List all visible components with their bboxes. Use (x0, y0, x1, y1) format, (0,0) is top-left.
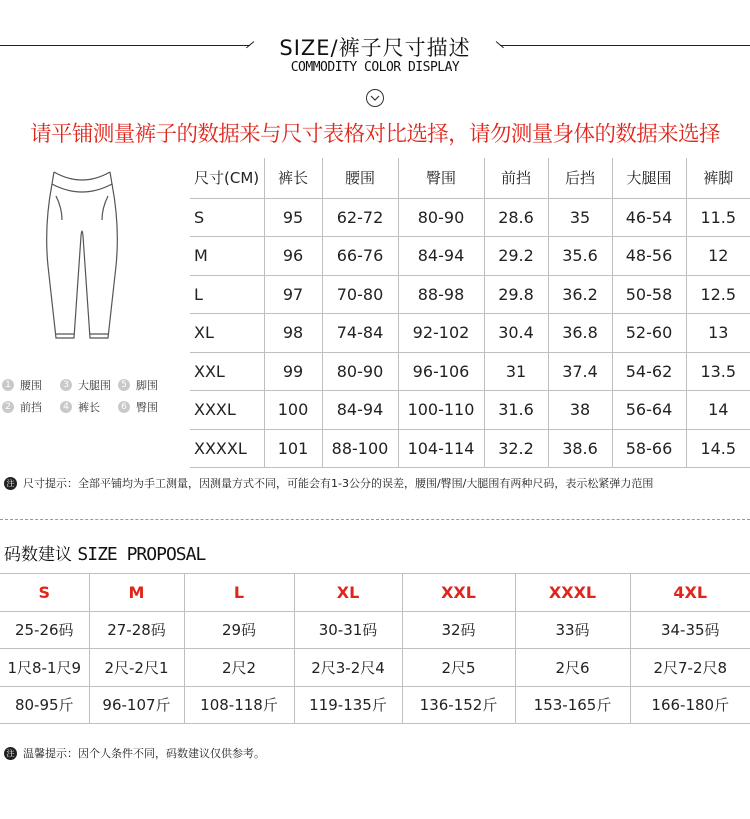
table-cell: 2尺-2尺1 (89, 649, 184, 687)
header-cell: L (184, 574, 294, 612)
header-cell: S (0, 574, 89, 612)
table-cell: 36.8 (548, 314, 612, 353)
table-cell: 136-152斤 (402, 686, 515, 724)
table-cell: 96-107斤 (89, 686, 184, 724)
table-cell: 92-102 (398, 314, 484, 353)
table-cell: 29.8 (484, 275, 548, 314)
table-cell: 33码 (515, 611, 630, 649)
table-cell: 31 (484, 352, 548, 391)
table-cell: 74-84 (322, 314, 398, 353)
measure-notice: 请平铺测量裤子的数据来与尺寸表格对比选择，请勿测量身体的数据来选择 (30, 122, 720, 147)
measure-legend (2, 374, 176, 418)
table-cell: 96-106 (398, 352, 484, 391)
table-cell: 46-54 (612, 198, 686, 237)
table-cell: 32.2 (484, 429, 548, 468)
table-cell: 58-66 (612, 429, 686, 468)
table-cell: S (190, 198, 264, 237)
header-cell: XXL (402, 574, 515, 612)
table-cell: XL (190, 314, 264, 353)
table-cell: 11.5 (686, 198, 750, 237)
size-tip (4, 475, 653, 491)
table-cell: 35 (548, 198, 612, 237)
table-cell: 96 (264, 237, 322, 276)
table-cell: 30-31码 (294, 611, 402, 649)
table-cell: 80-90 (398, 198, 484, 237)
page-title: SIZE/裤子尺寸描述 (279, 36, 471, 60)
header-cell: M (89, 574, 184, 612)
legend-number: 2 (2, 401, 14, 413)
table-cell: 13 (686, 314, 750, 353)
table-row (190, 275, 750, 314)
table-cell: 34-35码 (630, 611, 750, 649)
header-cell: XXXL (515, 574, 630, 612)
header-cell: XL (294, 574, 402, 612)
size-table (190, 158, 750, 468)
legend-number: 6 (118, 401, 130, 413)
table-cell: 84-94 (322, 391, 398, 430)
header-cell: 4XL (630, 574, 750, 612)
table-cell: 62-72 (322, 198, 398, 237)
table-cell: 101 (264, 429, 322, 468)
table-cell: 80-95斤 (0, 686, 89, 724)
table-cell: M (190, 237, 264, 276)
table-cell: 108-118斤 (184, 686, 294, 724)
header-cell: 尺寸(CM) (190, 158, 264, 198)
table-cell: 99 (264, 352, 322, 391)
table-cell: 35.6 (548, 237, 612, 276)
table-cell: 27-28码 (89, 611, 184, 649)
table-cell: 1尺8-1尺9 (0, 649, 89, 687)
table-cell: 36.2 (548, 275, 612, 314)
section-divider (0, 519, 750, 520)
legend-label: 臀围 (136, 401, 158, 414)
table-cell: 32码 (402, 611, 515, 649)
table-cell: 12 (686, 237, 750, 276)
table-row (190, 352, 750, 391)
table-cell: 84-94 (398, 237, 484, 276)
table-cell: 48-56 (612, 237, 686, 276)
table-row (190, 198, 750, 237)
table-cell: 56-64 (612, 391, 686, 430)
header-cell: 裤长 (264, 158, 322, 198)
legend-label: 大腿围 (78, 379, 111, 392)
table-cell: 104-114 (398, 429, 484, 468)
table-cell: 52-60 (612, 314, 686, 353)
table-cell: 14.5 (686, 429, 750, 468)
table-row (190, 237, 750, 276)
legend-number: 4 (60, 401, 72, 413)
table-cell: 37.4 (548, 352, 612, 391)
table-cell: 29.2 (484, 237, 548, 276)
table-cell: 50-58 (612, 275, 686, 314)
table-header-row (0, 574, 750, 612)
section-title-en: SIZE PROPOSAL (77, 544, 206, 565)
table-cell: 98 (264, 314, 322, 353)
table-cell: 2尺7-2尺8 (630, 649, 750, 687)
table-cell: 25-26码 (0, 611, 89, 649)
legend-number: 3 (60, 379, 72, 391)
table-cell: 30.4 (484, 314, 548, 353)
table-cell: 2尺3-2尺4 (294, 649, 402, 687)
table-row (190, 391, 750, 430)
legend-label: 脚围 (136, 379, 158, 392)
table-cell: 66-76 (322, 237, 398, 276)
table-cell: 12.5 (686, 275, 750, 314)
chevron-down-icon (366, 89, 384, 107)
table-cell: 88-100 (322, 429, 398, 468)
section-title (4, 540, 205, 565)
table-cell: 29码 (184, 611, 294, 649)
table-cell: 100 (264, 391, 322, 430)
table-cell: 28.6 (484, 198, 548, 237)
table-cell: 166-180斤 (630, 686, 750, 724)
table-cell: 14 (686, 391, 750, 430)
legend-label: 前挡 (20, 401, 42, 414)
legend-label: 裤长 (78, 401, 100, 414)
table-row (190, 429, 750, 468)
table-cell: 119-135斤 (294, 686, 402, 724)
table-cell: 95 (264, 198, 322, 237)
section-title-cn: 码数建议 (4, 545, 72, 565)
header-cell: 裤脚 (686, 158, 750, 198)
table-cell: 2尺6 (515, 649, 630, 687)
table-cell: XXL (190, 352, 264, 391)
table-cell: 54-62 (612, 352, 686, 391)
note-icon: 注 (4, 477, 17, 490)
table-cell: 31.6 (484, 391, 548, 430)
table-cell: L (190, 275, 264, 314)
header-cell: 后挡 (548, 158, 612, 198)
note-icon: 注 (4, 747, 17, 760)
table-header-row (190, 158, 750, 198)
table-cell: 2尺5 (402, 649, 515, 687)
legend-number: 5 (118, 379, 130, 391)
reference-tip-text: 温馨提示：因个人条件不同，码数建议仅供参考。 (23, 747, 265, 760)
header-cell: 臀围 (398, 158, 484, 198)
table-cell: 100-110 (398, 391, 484, 430)
table-cell: 38 (548, 391, 612, 430)
table-row (0, 686, 750, 724)
page-subtitle: COMMODITY COLOR DISPLAY (290, 60, 460, 75)
table-cell: 38.6 (548, 429, 612, 468)
size-tip-text: 尺寸提示：全部平铺均为手工测量，因测量方式不同，可能会有1-3公分的误差，腰围/臀围/大腿围有两种尺码，表示松紧弹力范围 (23, 477, 654, 490)
pants-icon (38, 166, 126, 350)
reference-tip (4, 745, 265, 761)
table-cell: 2尺2 (184, 649, 294, 687)
table-cell: 13.5 (686, 352, 750, 391)
header-cell: 腰围 (322, 158, 398, 198)
table-row (190, 314, 750, 353)
header-cell: 大腿围 (612, 158, 686, 198)
legend-number: 1 (2, 379, 14, 391)
table-cell: 80-90 (322, 352, 398, 391)
header-cell: 前挡 (484, 158, 548, 198)
table-row (0, 611, 750, 649)
table-row (0, 649, 750, 687)
proposal-table (0, 573, 750, 724)
table-cell: 97 (264, 275, 322, 314)
table-cell: XXXL (190, 391, 264, 430)
table-cell: XXXXL (190, 429, 264, 468)
table-cell: 153-165斤 (515, 686, 630, 724)
table-cell: 88-98 (398, 275, 484, 314)
table-cell: 70-80 (322, 275, 398, 314)
legend-label: 腰围 (20, 379, 42, 392)
